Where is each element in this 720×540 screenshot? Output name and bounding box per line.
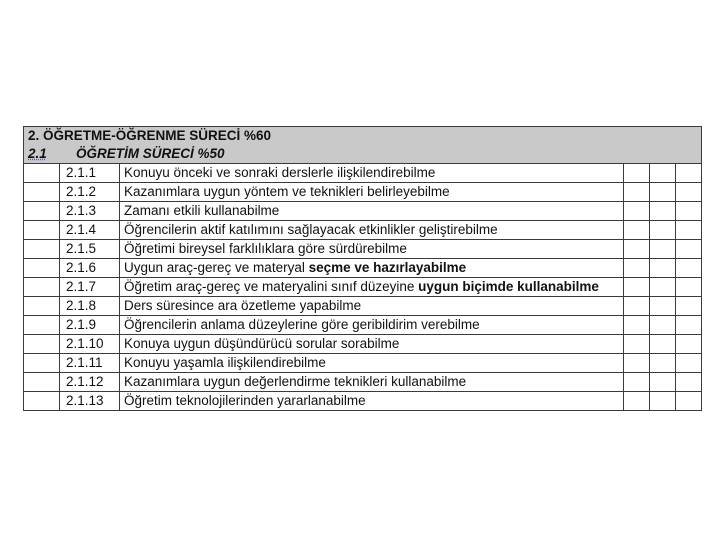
item-text: Konuya uygun düşündürücü sorular sorabilme [124, 336, 400, 351]
score-cell[interactable] [624, 354, 650, 373]
score-cell[interactable] [676, 164, 702, 183]
score-cell[interactable] [624, 278, 650, 297]
score-cell[interactable] [676, 373, 702, 392]
blank-cell [24, 164, 60, 183]
score-cell[interactable] [624, 221, 650, 240]
item-text-bold: seçme ve hazırlayabilme [308, 260, 467, 275]
table-row [24, 354, 702, 373]
section-title: 2. ÖĞRETME-ÖĞRENME SÜRECİ %60 [24, 127, 702, 146]
score-cell[interactable] [676, 259, 702, 278]
blank-cell [24, 354, 60, 373]
score-cell[interactable] [650, 373, 676, 392]
table-row [24, 335, 702, 354]
table-row [24, 183, 702, 202]
item-number: 2.1.11 [60, 354, 120, 373]
subsection-number: 2.1 [28, 146, 47, 161]
item-text-cell [120, 316, 624, 335]
item-number: 2.1.8 [60, 297, 120, 316]
subsection-header-row [24, 145, 702, 164]
table-row [24, 392, 702, 411]
table-row [24, 240, 702, 259]
score-cell[interactable] [624, 316, 650, 335]
score-cell[interactable] [650, 392, 676, 411]
score-cell[interactable] [650, 335, 676, 354]
item-text-cell [120, 221, 624, 240]
item-text: Ders süresince ara özetleme yapabilme [124, 298, 362, 313]
blank-cell [24, 392, 60, 411]
table-row [24, 278, 702, 297]
item-text: Öğretimi bireysel farklılıklara göre sürdürebilme [124, 241, 407, 256]
blank-cell [24, 202, 60, 221]
score-cell[interactable] [650, 183, 676, 202]
item-text-cell [120, 335, 624, 354]
score-cell[interactable] [624, 392, 650, 411]
item-text: Zamanı etkili kullanabilme [124, 203, 280, 218]
table-row [24, 316, 702, 335]
item-text: Kazanımlara uygun değerlendirme teknikleri kullanabilme [124, 374, 467, 389]
item-text-cell [120, 354, 624, 373]
score-cell[interactable] [676, 240, 702, 259]
item-text-bold: uygun biçimde kullanabilme [418, 279, 599, 294]
item-text-cell [120, 373, 624, 392]
score-cell[interactable] [650, 164, 676, 183]
score-cell[interactable] [650, 297, 676, 316]
item-text-cell [120, 392, 624, 411]
item-number: 2.1.3 [60, 202, 120, 221]
section-header-row [24, 127, 702, 146]
score-cell[interactable] [650, 221, 676, 240]
blank-cell [24, 373, 60, 392]
table-row [24, 373, 702, 392]
score-cell[interactable] [676, 297, 702, 316]
score-cell[interactable] [676, 316, 702, 335]
score-cell[interactable] [676, 202, 702, 221]
item-number: 2.1.13 [60, 392, 120, 411]
score-cell[interactable] [650, 354, 676, 373]
score-cell[interactable] [650, 316, 676, 335]
score-cell[interactable] [624, 240, 650, 259]
score-cell[interactable] [676, 335, 702, 354]
blank-cell [24, 240, 60, 259]
item-text-cell [120, 164, 624, 183]
table-row [24, 164, 702, 183]
item-text-cell [120, 278, 624, 297]
subsection-title-cell [24, 145, 702, 164]
score-cell[interactable] [624, 297, 650, 316]
item-number: 2.1.7 [60, 278, 120, 297]
score-cell[interactable] [624, 202, 650, 221]
item-number: 2.1.10 [60, 335, 120, 354]
item-text: Öğretim teknolojilerinden yararlanabilme [124, 393, 366, 408]
item-text: Konuyu yaşamla ilişkilendirebilme [124, 355, 326, 370]
score-cell[interactable] [624, 259, 650, 278]
item-number: 2.1.9 [60, 316, 120, 335]
score-cell[interactable] [650, 259, 676, 278]
score-cell[interactable] [650, 278, 676, 297]
blank-cell [24, 183, 60, 202]
table-row [24, 297, 702, 316]
item-text-cell [120, 183, 624, 202]
item-number: 2.1.1 [60, 164, 120, 183]
item-text: Öğretim araç-gereç ve materyalini sınıf düzeyine [124, 279, 419, 294]
item-text-cell [120, 297, 624, 316]
item-text: Konuyu önceki ve sonraki derslerle ilişkilendirebilme [124, 165, 436, 180]
table-row [24, 259, 702, 278]
score-cell[interactable] [676, 221, 702, 240]
blank-cell [24, 278, 60, 297]
score-cell[interactable] [676, 392, 702, 411]
blank-cell [24, 221, 60, 240]
blank-cell [24, 259, 60, 278]
score-cell[interactable] [676, 183, 702, 202]
item-number: 2.1.12 [60, 373, 120, 392]
score-cell[interactable] [624, 183, 650, 202]
table-row [24, 221, 702, 240]
score-cell[interactable] [624, 335, 650, 354]
item-number: 2.1.2 [60, 183, 120, 202]
score-cell[interactable] [624, 164, 650, 183]
score-cell[interactable] [650, 202, 676, 221]
item-text: Kazanımlara uygun yöntem ve teknikleri belirleyebilme [124, 184, 450, 199]
score-cell[interactable] [676, 354, 702, 373]
evaluation-form-table [23, 126, 702, 411]
item-number: 2.1.6 [60, 259, 120, 278]
subsection-title: ÖĞRETİM SÜRECİ %50 [76, 146, 225, 161]
blank-cell [24, 297, 60, 316]
item-text-cell [120, 259, 624, 278]
score-cell[interactable] [650, 240, 676, 259]
item-text: Uygun araç-gereç ve materyal [124, 260, 309, 275]
item-number: 2.1.5 [60, 240, 120, 259]
score-cell[interactable] [676, 278, 702, 297]
item-text: Öğrencilerin anlama düzeylerine göre geribildirim verebilme [124, 317, 480, 332]
blank-cell [24, 316, 60, 335]
item-text-cell [120, 202, 624, 221]
score-cell[interactable] [624, 373, 650, 392]
item-text: Öğrencilerin aktif katılımını sağlayacak etkinlikler geliştirebilme [124, 222, 498, 237]
table-row [24, 202, 702, 221]
item-number: 2.1.4 [60, 221, 120, 240]
item-text-cell [120, 240, 624, 259]
blank-cell [24, 335, 60, 354]
